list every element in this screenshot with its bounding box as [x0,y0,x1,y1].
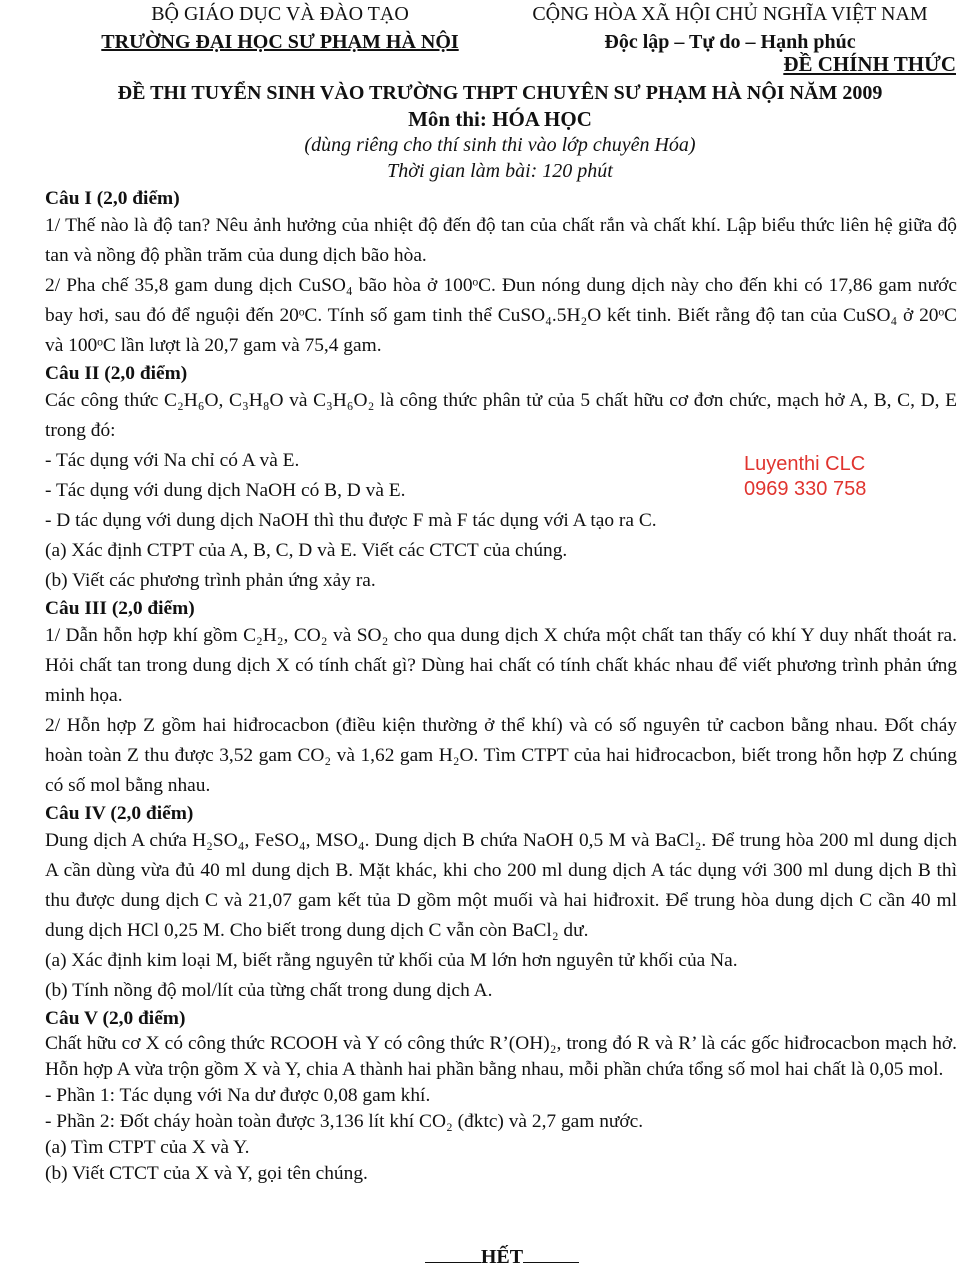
end-rule-right [523,1244,579,1263]
question-paragraph: Chất hữu cơ X có công thức RCOOH và Y có công thức R’(OH)₂, trong đó R và R’ là các gốc hiđrocacbon mạch hở. Hỗn hợp A vừa trộn gồm X và Y, chia A thành hai phần bằng nhau, mỗi phần chứa tổng số mol hai chất là 0,05 mol. [45,1033,957,1080]
header-left [60,0,500,56]
question-paragraph: (b) Tính nồng độ mol/lít của từng chất trong dung dịch A. [45,980,493,1001]
question-heading: Câu I (2,0 điểm) [45,188,180,209]
question-paragraph: (b) Viết CTCT của X và Y, gọi tên chúng. [45,1163,368,1184]
question-paragraph: (b) Viết các phương trình phản ứng xảy ra. [45,570,376,591]
question-heading: Câu II (2,0 điểm) [45,363,188,384]
question-paragraph: (a) Xác định kim loại M, biết rằng nguyên tử khối của M lớn hơn nguyên tử khối của Na. [45,950,738,971]
end-marker [0,1244,960,1269]
university-name: TRƯỜNG ĐẠI HỌC SƯ PHẠM HÀ NỘI [101,31,459,53]
exam-time: Thời gian làm bài: 120 phút [387,160,613,182]
question-paragraph: Các công thức C₂H₆O, C₃H₈O và C₃H₆O₂ là công thức phân tử của 5 chất hữu cơ đơn chức, mạch hở A, B, C, D, E trong đó: [45,390,957,441]
question-heading: Câu III (2,0 điểm) [45,598,195,619]
question-paragraph: - Tác dụng với Na chỉ có A và E. [45,450,300,471]
official-exam-label: ĐỀ CHÍNH THỨC [783,52,956,76]
question-paragraph: - D tác dụng với dung dịch NaOH thì thu được F mà F tác dụng với A tạo ra C. [45,510,657,531]
exam-subject: Môn thi: HÓA HỌC [408,107,592,131]
question-paragraph: 2/ Pha chế 35,8 gam dung dịch CuSO₄ bão hòa ở 100ᵒC. Đun nóng dung dịch này cho đến khi có 17,86 gam nước bay hơi, sau đó để nguội đến 20ᵒC. Tính số gam tinh thể CuSO₄.5H₂O kết tinh. Biết rằng độ tan của CuSO₄ ở 20ᵒC và 100ᵒC lần lượt là 20,7 gam và 75,4 gam. [45,275,957,356]
question-paragraph: - Phần 2: Đốt cháy hoàn toàn được 3,136 lít khí CO₂ (đktc) và 2,7 gam nước. [45,1111,644,1132]
ministry-name: BỘ GIÁO DỤC VÀ ĐÀO TẠO [151,3,409,25]
exam-note: (dùng riêng cho thí sinh thi vào lớp chuyên Hóa) [304,134,696,156]
watermark [744,452,866,502]
question-paragraph: 2/ Hỗn hợp Z gồm hai hiđrocacbon (điều kiện thường ở thể khí) và có số nguyên tử cacbon bằng nhau. Đốt cháy hoàn toàn Z thu được 3,52 gam CO₂ và 1,62 gam H₂O. Tìm CTPT của hai hiđrocacbon, biết trong hỗn hợp Z chúng có số mol bằng nhau. [45,715,957,796]
question-paragraph: (a) Xác định CTPT của A, B, C, D và E. Viết các CTCT của chúng. [45,540,568,561]
question-paragraph: 1/ Dẫn hỗn hợp khí gồm C₂H₂, CO₂ và SO₂ cho qua dung dịch X chứa một chất tan thấy có khí Y duy nhất thoát ra. Hỏi chất tan trong dung dịch X có tính chất gì? Dùng hai chất có tính chất khác nhau để viết phương trình phản ứng minh họa. [45,625,957,706]
question-paragraph: (a) Tìm CTPT của X và Y. [45,1137,250,1158]
watermark-phone: 0969 330 758 [744,478,867,500]
national-motto: Độc lập – Tự do – Hạnh phúc [604,31,856,53]
question-paragraph: - Phần 1: Tác dụng với Na dư được 0,08 gam khí. [45,1085,431,1106]
question-paragraph: Dung dịch A chứa H₂SO₄, FeSO₄, MSO₄. Dung dịch B chứa NaOH 0,5 M và BaCl₂. Để trung hòa 200 ml dung dịch A cần dùng vừa đủ 40 ml dung dịch B. Mặt khác, khi cho 200 ml dung dịch A tác dụng với 300 ml dung dịch B thì thu được dung dịch C và 21,07 gam kết tủa D gồm một muối và hai hiđroxit. Để trung hòa dung dịch C cần 40 ml dung dịch HCl 0,25 M. Cho biết trong dung dịch C vẫn còn BaCl₂ dư. [45,830,957,941]
exam-content [45,186,957,1187]
country-name: CỘNG HÒA XÃ HỘI CHỦ NGHĨA VIỆT NAM [532,3,928,25]
end-label: HẾT [480,1246,524,1268]
watermark-name: Luyenthi CLC [744,453,866,475]
end-rule-left [425,1244,481,1263]
question-paragraph: - Tác dụng với dung dịch NaOH có B, D và E. [45,480,406,501]
question-heading: Câu V (2,0 điểm) [45,1008,186,1029]
exam-title: ĐỀ THI TUYỂN SINH VÀO TRƯỜNG THPT CHUYÊN SƯ PHẠM HÀ NỘI NĂM 2009 [117,82,883,104]
header-right [500,0,960,56]
question-paragraph: 1/ Thế nào là độ tan? Nêu ảnh hưởng của nhiệt độ đến độ tan của chất rắn và chất khí. Lập biểu thức liên hệ giữa độ tan và nồng độ phần trăm của dung dịch bão hòa. [45,215,957,266]
question-heading: Câu IV (2,0 điểm) [45,803,194,824]
